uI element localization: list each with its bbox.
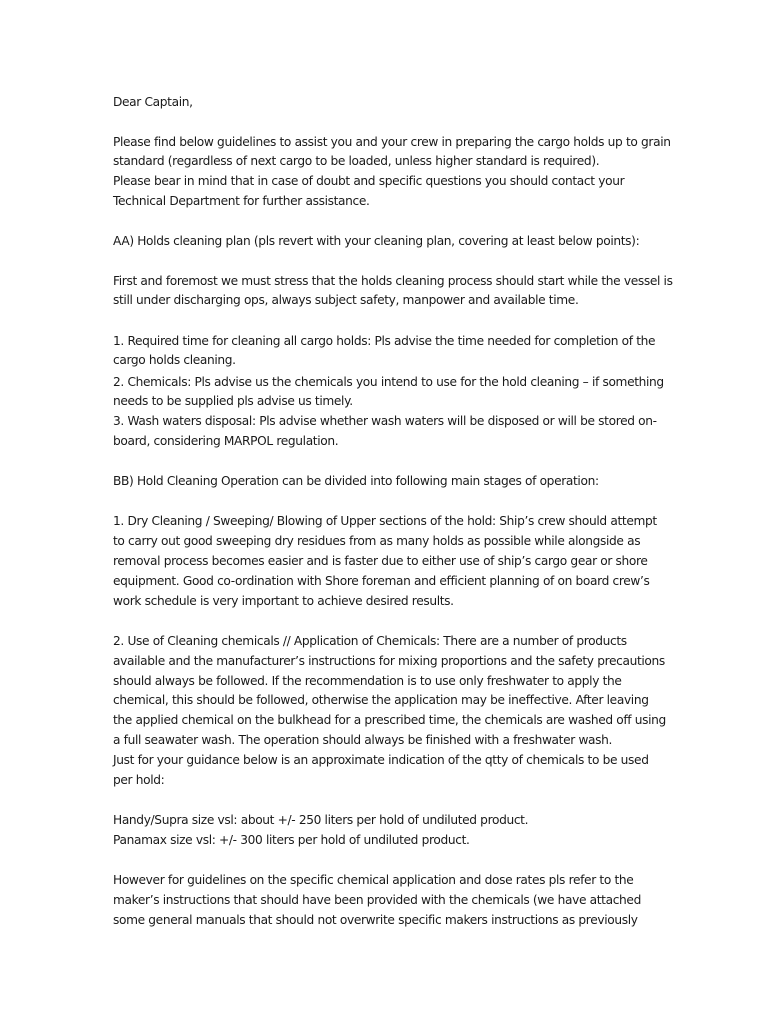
guidance-line-1: Just for your guidance below is an approximate indication of the qtty of chemicals to be used <box>113 753 649 767</box>
bb-item-2-line-1: 2. Use of Cleaning chemicals // Application of Chemicals: There are a number of products <box>113 634 627 648</box>
bb-item-1-line-3: removal process becomes easier and is faster due to either use of ship’s cargo gear or shore <box>113 554 648 568</box>
aa-item-1-line-2: cargo holds cleaning. <box>113 353 236 367</box>
intro-line-1: Please find below guidelines to assist you and your crew in preparing the cargo holds up to grain <box>113 135 671 149</box>
stress-line-2: still under discharging ops, always subject safety, manpower and available time. <box>113 293 579 307</box>
aa-item-3-line-1: 3. Wash waters disposal: Pls advise whether wash waters will be disposed or will be stored on- <box>113 414 657 428</box>
bb-item-1-line-4: equipment. Good co-ordination with Shore foreman and efficient planning of on board crew’s <box>113 574 650 588</box>
section-bb-heading: BB) Hold Cleaning Operation can be divided into following main stages of operation: <box>113 474 599 488</box>
salutation: Dear Captain, <box>113 95 193 109</box>
panamax-dose: Panamax size vsl: +/- 300 liters per hold of undiluted product. <box>113 833 470 847</box>
closing-line-3: some general manuals that should not overwrite specific makers instructions as previously <box>113 913 638 927</box>
bb-item-1-line-2: to carry out good sweeping dry residues from as many holds as possible while alongside as <box>113 534 641 548</box>
aa-item-1-line-1: 1. Required time for cleaning all cargo holds: Pls advise the time needed for completion of the <box>113 334 656 348</box>
bb-item-2-line-4: chemical, this should be followed, otherwise the application may be ineffective. After leaving <box>113 693 649 707</box>
closing-line-1: However for guidelines on the specific chemical application and dose rates pls refer to the <box>113 873 634 887</box>
aa-item-3-line-2: board, considering MARPOL regulation. <box>113 434 339 448</box>
intro-line-4: Technical Department for further assistance. <box>113 194 370 208</box>
bb-item-1-line-5: work schedule is very important to achieve desired results. <box>113 594 454 608</box>
intro-line-3: Please bear in mind that in case of doubt and specific questions you should contact your <box>113 174 625 188</box>
handy-supra-dose: Handy/Supra size vsl: about +/- 250 liters per hold of undiluted product. <box>113 813 529 827</box>
stress-line-1: First and foremost we must stress that the holds cleaning process should start while the vessel is <box>113 274 673 288</box>
guidance-line-2: per hold: <box>113 773 165 787</box>
section-aa-heading: AA) Holds cleaning plan (pls revert with your cleaning plan, covering at least below points): <box>113 234 640 248</box>
bb-item-2-line-6: a full seawater wash. The operation should always be finished with a freshwater wash. <box>113 733 613 747</box>
bb-item-2-line-2: available and the manufacturer’s instructions for mixing proportions and the safety precautions <box>113 654 665 668</box>
intro-line-2: standard (regardless of next cargo to be loaded, unless higher standard is required). <box>113 154 600 168</box>
bb-item-2-line-3: should always be followed. If the recommendation is to use only freshwater to apply the <box>113 674 622 688</box>
aa-item-2-line-2: needs to be supplied pls advise us timely. <box>113 394 353 408</box>
closing-line-2: maker’s instructions that should have been provided with the chemicals (we have attached <box>113 893 641 907</box>
bb-item-2-line-5: the applied chemical on the bulkhead for a prescribed time, the chemicals are washed off using <box>113 713 666 727</box>
aa-item-2-line-1: 2. Chemicals: Pls advise us the chemicals you intend to use for the hold cleaning – if something <box>113 375 664 389</box>
bb-item-1-line-1: 1. Dry Cleaning / Sweeping/ Blowing of Upper sections of the hold: Ship’s crew should attempt <box>113 514 657 528</box>
